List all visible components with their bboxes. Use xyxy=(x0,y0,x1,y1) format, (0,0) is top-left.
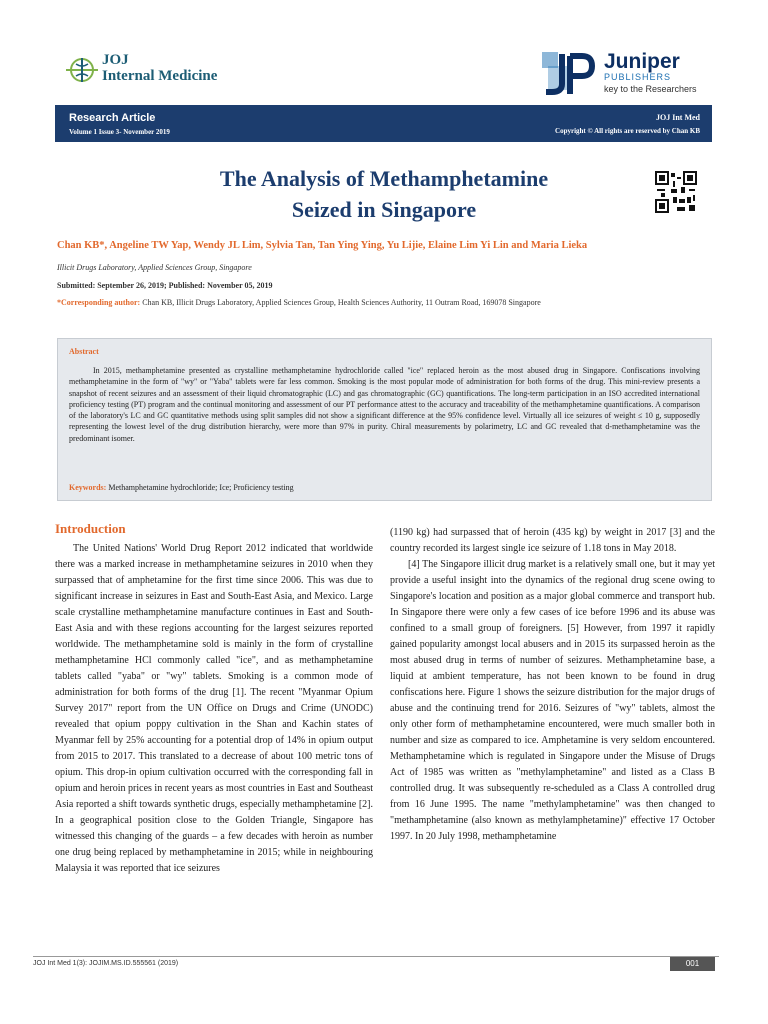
copyright-notice: Copyright © All rights are reserved by Chan KB xyxy=(555,127,700,135)
abstract-heading: Abstract xyxy=(69,347,99,356)
abstract-text: In 2015, methamphetamine presented as crystalline methamphetamine hydrochloride called "ice" replaced heroin as the most abused drug in Singapore. Confiscations involving methamphetamine in the form of "wy" or "Yaba" tablets were far less common. Smoking is the most popular mode of administration for both forms of the drug. This mini-review presents a snapshot of recent seizures and an assessment of their liquid chromatographic (LC) and gas chromatographic (GC) quantifications. The long-term participation in an ISO accredited international proficiency testing (PT) program and the continual monitoring and assessment of our PT performance attest to the accuracy and traceability of the methamphetamine quantifications. A comparison of the laboratory's LC and GC quantitative methods using split samples did not show a significant difference at the 95% confidence level. Virtually all ice seizures of weight ≤ 10 g, supposedly representing the lowest level of the drug distribution hierarchy, were more than 97% in purity. Chiral measurements by polarimetry, LC and GC revealed that d-methamphetamine was the predominant isomer. xyxy=(69,366,700,443)
volume-info: Volume 1 Issue 3- November 2019 xyxy=(69,128,170,136)
keywords-text: Methamphetamine hydrochloride; Ice; Proficiency testing xyxy=(108,483,294,492)
corresponding-author xyxy=(57,298,541,307)
footer-divider xyxy=(33,956,719,957)
paragraph: [4] The Singapore illicit drug market is a relatively small one, but it may yet provide a useful insight into the dynamics of the regional drug scene owing to Singapore's location and position as a major global commerce and transport hub. In Singapore there were only a few cases of ice before 1996 and its abuse was confined to a small group of foreigners. [5] However, from 1997 it rapidly gained popularity amongst local abusers and in 2015 its surpassed heroin as the most abused drug in terms of number of seizures. Methamphetamine base, a liquid at ambient temperature, has not been known to be found in drug confiscations here. Figure 1 shows the seizure distribution for the major drugs of abuse and the continuing trend for 2016. Seizures of "wy" tablets, almost the only other form of methamphetamine encountered, were much smaller both in number and size as compared to ice. Amphetamine is very seldom encountered. Methamphetamine which is regulated in Singapore under the Misuse of Drugs Act of 1985 was written as "methylamphetamine" and listed as a Class B controlled drug. It was subsequently re-scheduled as a Class A controlled drug from 16 June 1995. The name "methylamphetamine" was then changed to "methamphetamine (also known as methylamphetamine)" effective 17 October 1997. In 20 July 1998, methamphetamine xyxy=(390,559,715,842)
author-list: Chan KB*, Angeline TW Yap, Wendy JL Lim, Sylvia Tan, Tan Ying Ying, Yu Lijie, Elaine Lim Yi Lin and Maria Lieka xyxy=(57,240,588,251)
title-line-1: The Analysis of Methamphetamine xyxy=(219,166,549,191)
paragraph: The United Nations' World Drug Report 2012 indicated that worldwide there was a marked increase in methamphetamine seizures in 2010 when they surpassed that of amphetamine for the first time since 2006. This was due to significant increase in seizures in East and South-East Asia, and Mexico. Large scale crystalline methamphetamine manufacture continues in East and South-East Asia and with these regions accounting for the largest seizures reported worldwide. The methamphetamine sold is mainly in the form of crystalline methamphetamine HCl commonly called "ice", and as methamphetamine tablets called "yaba" or "wy" tablets. Smoking is a common mode of administration for both forms of the drug [1]. The recent "Myanmar Opium Survey 2017" report from the UN Office on Drugs and Crime (UNODC) revealed that opium poppy cultivation in the Shan and Kachin states of Myanmar fell by 25% accounting for a potential drop of 14% in opium output from 2015 to 2017. This translated to a decrease of about 100 metric tons of opium. This drop-in opium cultivation occurred with the corresponding fall in opium and heroin prices in recent years as most countries in East and Southeast Asia reported a shift towards synthetic drugs, especially methamphetamine [2]. In a geographical position close to the Golden Triangle, Singapore has witnessed this changing of the guards – a few decades with heroin as number one drug being replaced by methamphetamine in 2015; while in neighbouring Malaysia it was reported that ice seizures xyxy=(55,543,373,874)
introduction-heading: Introduction xyxy=(55,521,126,536)
juniper-jp-icon xyxy=(538,50,598,96)
title-line-2: Seized in Singapore xyxy=(291,197,477,222)
article-header-bar xyxy=(55,105,712,142)
publisher-sub: PUBLISHERS xyxy=(604,72,672,82)
qr-code-icon[interactable] xyxy=(655,171,697,213)
article-type: Research Article xyxy=(69,112,156,124)
keywords-label: Keywords: xyxy=(69,483,107,492)
journal-logo-line2: Internal Medicine xyxy=(102,68,218,84)
affiliation: Illicit Drugs Laboratory, Applied Sciences Group, Singapore xyxy=(57,263,252,272)
journal-logo-line1: JOJ xyxy=(102,52,129,68)
paragraph: (1190 kg) had surpassed that of heroin (435 kg) by weight in 2017 [3] and the country recorded its largest single ice seizure of 1.18 tons in May 2018. xyxy=(390,527,715,554)
publisher-tagline: key to the Researchers xyxy=(604,84,697,94)
publisher-name: Juniper xyxy=(604,50,680,73)
body-column-left xyxy=(55,541,373,957)
keywords xyxy=(69,483,294,492)
footer-citation: JOJ Int Med 1(3): JOJIM.MS.ID.555561 (2019) xyxy=(33,960,179,967)
journal-logo xyxy=(62,50,282,94)
submission-dates: Submitted: September 26, 2019; Published: November 05, 2019 xyxy=(57,281,273,290)
abstract-box xyxy=(57,338,712,501)
caduceus-icon xyxy=(62,54,102,86)
corresponding-text: Chan KB, Illicit Drugs Laboratory, Applied Sciences Group, Health Sciences Authority, 11 Outram Road, 169078 Singapore xyxy=(142,298,541,307)
page-number: 001 xyxy=(670,957,715,971)
article-title xyxy=(120,163,648,225)
corresponding-label: *Corresponding author: xyxy=(57,298,141,307)
body-column-right xyxy=(390,525,715,957)
publisher-logo xyxy=(538,48,718,100)
journal-abbrev: JOJ Int Med xyxy=(656,113,700,122)
